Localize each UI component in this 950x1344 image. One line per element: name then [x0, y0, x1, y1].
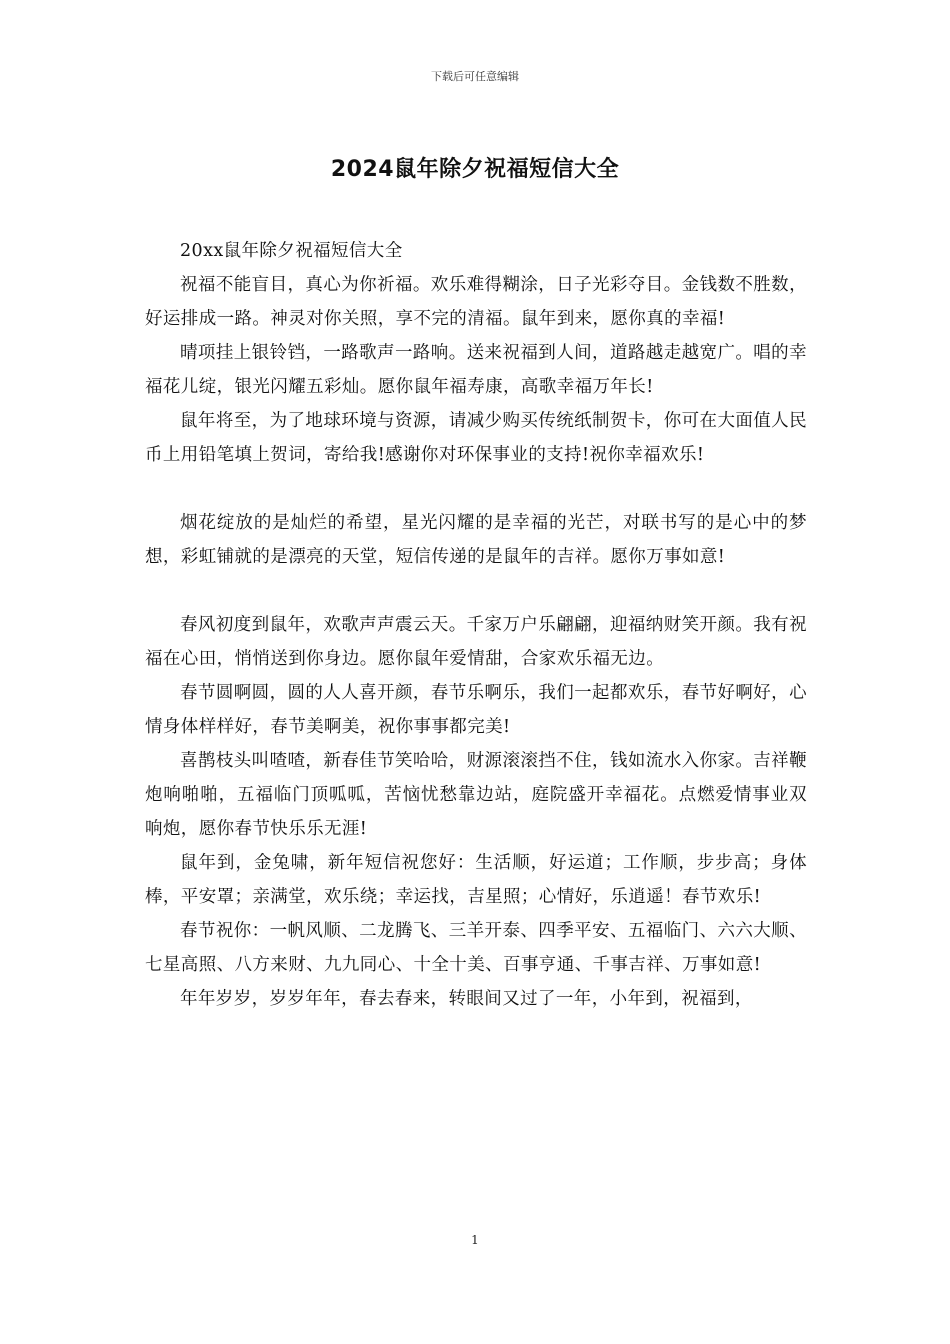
paragraph: 20xx鼠年除夕祝福短信大全	[180, 241, 403, 261]
document-title: 2024鼠年除夕祝福短信大全	[330, 157, 620, 182]
paragraph: 年年岁岁，岁岁年年，春去春来，转眼间又过了一年，小年到，祝福到，	[180, 989, 753, 1009]
paragraph: 喜鹊枝头叫喳喳，新春佳节笑哈哈，财源滚滚挡不住，钱如流水入你家。吉祥鞭炮响啪啪，五福临门顶呱呱，苦恼忧愁靠边站，庭院盛开幸福花。点燃爱情事业双响炮，愿你春节快乐乐无涯!	[145, 751, 807, 839]
paragraph: 晴项挂上银铃铛，一路歌声一路响。送来祝福到人间，道路越走越宽广。唱的幸福花儿绽，银光闪耀五彩灿。愿你鼠年福寿康，高歌幸福万年长!	[145, 343, 807, 397]
page-number: 1	[471, 1233, 479, 1247]
paragraph: 鼠年到，金兔啸，新年短信祝您好：生活顺，好运道；工作顺，步步高；身体棒，平安罩；亲满堂，欢乐绕；幸运找，吉星照；心情好，乐逍遥！春节欢乐!	[145, 853, 807, 907]
page-header: 下载后可任意编辑	[431, 70, 519, 83]
paragraph: 春节圆啊圆，圆的人人喜开颜，春节乐啊乐，我们一起都欢乐，春节好啊好，心情身体样样好，春节美啊美，祝你事事都完美!	[145, 683, 807, 737]
blank-line	[145, 574, 807, 608]
paragraph: 祝福不能盲目，真心为你祈福。欢乐难得糊涂，日子光彩夺目。金钱数不胜数，好运排成一路。神灵对你关照，享不完的清福。鼠年到来，愿你真的幸福!	[145, 275, 807, 329]
paragraph: 鼠年将至，为了地球环境与资源，请减少购买传统纸制贺卡，你可在大面值人民币上用铅笔填上贺词，寄给我!感谢你对环保事业的支持!祝你幸福欢乐!	[145, 411, 807, 465]
paragraph: 春风初度到鼠年，欢歌声声震云天。千家万户乐翩翩，迎福纳财笑开颜。我有祝福在心田，悄悄送到你身边。愿你鼠年爱情甜，合家欢乐福无边。	[145, 615, 807, 669]
paragraph: 春节祝你：一帆风顺、二龙腾飞、三羊开泰、四季平安、五福临门、六六大顺、七星高照、八方来财、九九同心、十全十美、百事亨通、千事吉祥、万事如意!	[145, 921, 807, 975]
paragraph: 烟花绽放的是灿烂的希望，星光闪耀的是幸福的光芒，对联书写的是心中的梦想，彩虹铺就的是漂亮的天堂，短信传递的是鼠年的吉祥。愿你万事如意!	[145, 513, 807, 567]
blank-line	[145, 472, 807, 506]
document-body	[145, 234, 807, 1016]
